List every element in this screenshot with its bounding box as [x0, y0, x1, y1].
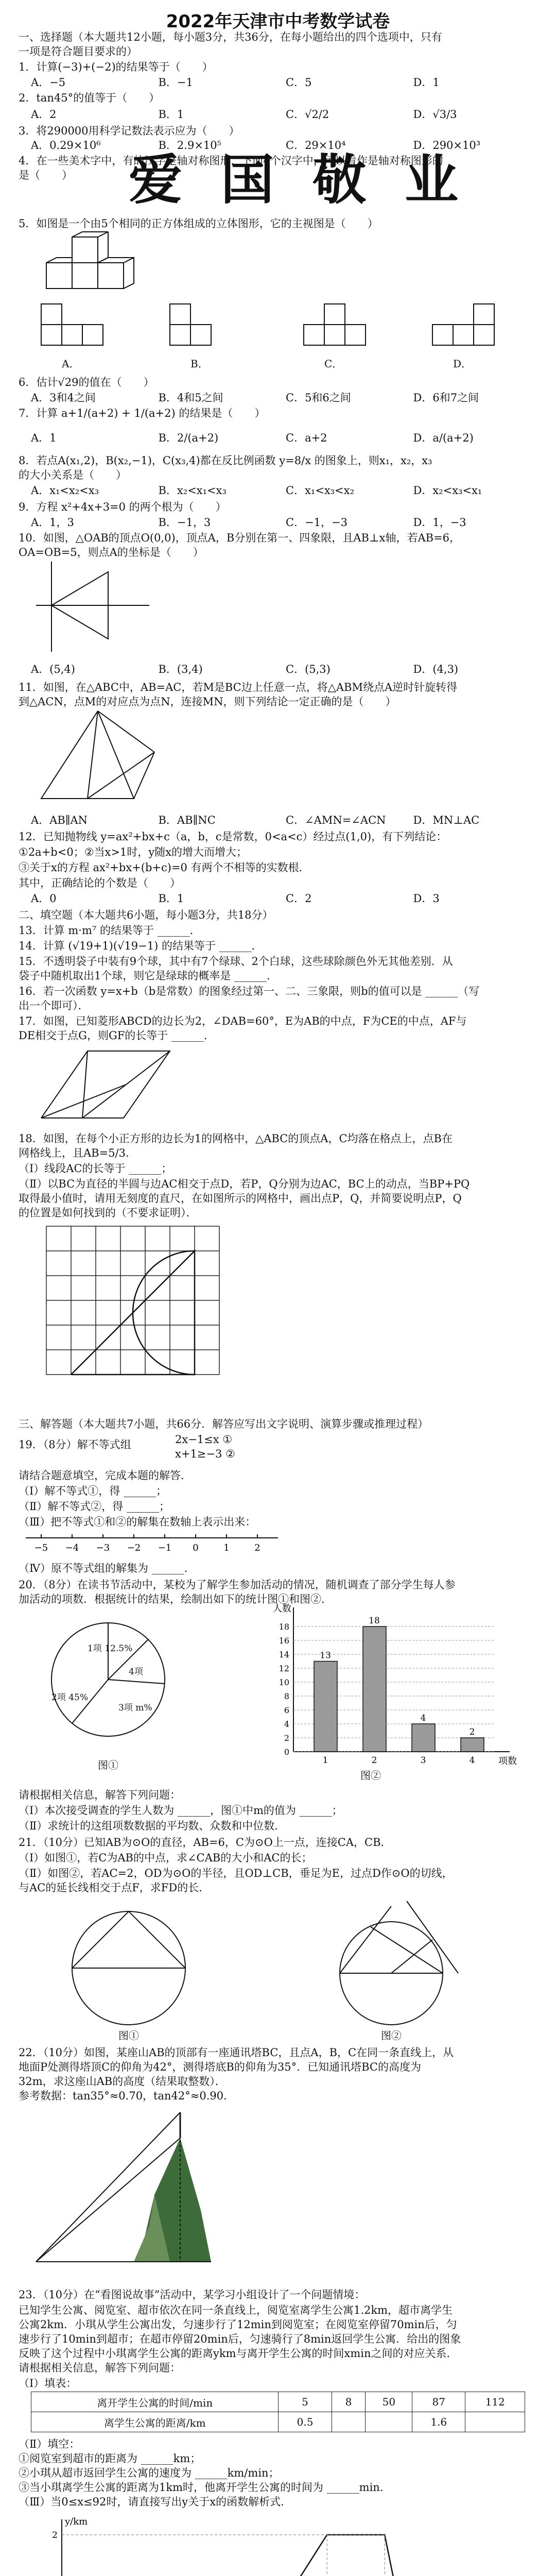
text-line: 22．（10分）如图，某座山AB的顶部有一座通讯塔BC，且点A，B，C在同一条直线上，从: [19, 2046, 454, 2059]
text-line: 16．若一次函数 y=x+b（b是常数）的图象经过第一、二、三象限，则b的值可以是 ______（写: [19, 985, 480, 997]
y-tick-label: 2: [52, 2530, 58, 2540]
text-line: 到△ACN，点M的对应点为点N，连接MN，则下列结论一定正确的是（ ）: [19, 696, 396, 708]
text-line: 网格线上，且AB=5/3．: [19, 1147, 136, 1159]
text-line: （Ⅰ）如图①，若C为AB的中点，求∠CAB的大小和AC的长；: [19, 1852, 312, 1864]
option-row: [31, 431, 541, 445]
text-line: （Ⅱ）解不等式②，得 ______；: [19, 1500, 170, 1513]
text-line: 15．不透明袋子中装有9个球，其中有7个绿球、2个白球，这些球除颜色外无其他差别．从: [19, 955, 453, 968]
option-item: A．3和4之间: [31, 392, 96, 404]
text-line: 一、选择题（本大题共12小题，每小题3分，共36分，在每小题给出的四个选项中，只有: [19, 31, 442, 43]
text-line: 已知学生公寓、阅览室、超市依次在同一条直线上，阅览室离学生公寓1.2km，超市离学生: [19, 2304, 453, 2316]
bar-value-label: 2: [469, 1727, 475, 1737]
text-line: （Ⅰ）解不等式①，得 ______；: [19, 1485, 167, 1497]
banner-char: 业: [404, 148, 458, 211]
circle-figure-1: [31, 1896, 227, 2030]
option-item: B．1: [158, 892, 184, 905]
table-cell: 112: [465, 2392, 525, 2412]
table-cell: 0.5: [279, 2412, 332, 2432]
number-line-label: 0: [193, 1543, 199, 1553]
bar-value-label: 18: [369, 1616, 380, 1626]
option-row: [31, 483, 541, 498]
option-row: [31, 391, 541, 405]
text-line: 32m，求这座山AB的高度（结果取整数）．: [19, 2075, 226, 2088]
text-line: （Ⅳ）原不等式组的解集为 ______．: [19, 1562, 195, 1574]
option-item: B．1: [158, 108, 184, 121]
option-item: A．−5: [31, 76, 66, 89]
text-line: 13．计算 m·m⁷ 的结果等于 ______．: [19, 924, 201, 937]
bar-value-label: 4: [420, 1713, 426, 1723]
text-line: 7．计算 a+1/(a+2) + 1/(a+2) 的结果是（ ）: [19, 407, 266, 419]
text-line: （Ⅰ）线段AC的长等于 ______；: [19, 1162, 172, 1175]
text-line: （Ⅱ）以BC为直径的半圆与边AC相交于点D，若P，Q分别为边AC，BC上的动点，当BP+PQ: [19, 1178, 470, 1190]
bar: [412, 1724, 435, 1752]
y-tick-label: 2: [284, 1733, 289, 1743]
text-line: 公寓2km．小琪从学生公寓出发，匀速步行了12min到阅览室；在阅览室停留70min后，匀: [19, 2318, 457, 2331]
x-tick-label: 1: [322, 1755, 328, 1766]
text-line: 18．如图，在每个小正方形的边长为1的网格中，△ABC的顶点A，C均落在格点上，点B在: [19, 1132, 453, 1145]
option-item: C．√2/2: [286, 108, 329, 121]
option-item: D．6和7之间: [413, 392, 479, 404]
distance-line: [62, 2535, 408, 2576]
fig1-caption: 图①: [98, 1759, 118, 1771]
text-line: 请根据相关信息，解答下列问题：: [19, 2362, 181, 2374]
y-tick-label: 8: [284, 1691, 289, 1701]
text-line: ①2a+b<0；②当x>1时，y随x的增大而增大；: [19, 846, 248, 858]
y-axis-label: 人数: [273, 1603, 291, 1614]
number-line: [21, 1530, 288, 1556]
text-line: 17．如图，已知菱形ABCD的边长为2，∠DAB=60°，E为AB的中点，F为CE的中点，AF与: [19, 1015, 467, 1027]
option-item: B．(3,4): [158, 663, 203, 675]
text-line: 的位置是如何找到的（不要求证明）．: [19, 1207, 197, 1219]
bar-chart: [268, 1602, 525, 1767]
option-item: B．2/(a+2): [158, 432, 219, 444]
option-item: C．a+2: [286, 432, 327, 444]
text-line: 12．已知抛物线 y=ax²+bx+c（a，b，c是常数，0<a<c）经过点(1,0)，有下列结论：: [19, 831, 447, 843]
number-line-label: 1: [223, 1543, 230, 1553]
pie-label-2: 2项 45%: [51, 1692, 89, 1703]
option-item: A．AB∥AN: [31, 814, 88, 826]
distance-time-graph: [31, 2514, 453, 2576]
text-line: 加活动的项数．根据统计的结果，绘制出如下的统计图①和图②．: [19, 1593, 332, 1605]
view-option-d: [427, 289, 499, 361]
option-item: C．∠AMN=∠ACN: [286, 814, 386, 826]
option-item: A．1: [31, 432, 57, 444]
option-item: C．29×10⁴: [286, 139, 346, 151]
option-item: C．5: [286, 76, 312, 89]
mountain-figure: [26, 2107, 335, 2277]
x-tick-label: 2: [371, 1755, 377, 1766]
option-item: A．0.29×10⁶: [31, 139, 101, 151]
distance-table: [31, 2392, 525, 2432]
table-cell: 1.6: [412, 2412, 465, 2432]
text-line: 10．如图，△OAB的顶点O(0,0)，顶点A，B分别在第一、四象限，且AB⊥x轴，若AB=6，: [19, 532, 461, 544]
rotation-figure: [31, 706, 165, 809]
number-line-label: −2: [127, 1543, 141, 1553]
table-cell: 87: [412, 2392, 465, 2412]
text-line: 3．将290000用科学记数法表示应为（ ）: [19, 125, 240, 137]
text-line: 地面P处测得塔顶C的仰角为42°，测得塔底B的仰角为35°．已知通讯塔BC的高度为: [19, 2061, 421, 2073]
x-tick-label: 4: [469, 1755, 475, 1766]
text-line: 11．如图，在△ABC中，AB=AC，若M是BC边上任意一点，将△ABM绕点A逆时针旋转得: [19, 681, 458, 693]
text-line: 的大小关系是（ ）: [19, 469, 127, 481]
option-item: C．−1，−3: [286, 516, 348, 529]
text-line: 21．（10分）已知AB为⊙O的直径，AB=6，C为⊙O上一点，连接CA，CB．: [19, 1836, 392, 1849]
option-row: [31, 107, 541, 122]
bar: [363, 1626, 386, 1752]
text-line: 是（ ）: [19, 169, 73, 181]
circle-fig1-caption: 图①: [118, 2029, 139, 2042]
text-line: （Ⅲ）把不等式①和②的解集在数轴上表示出来：: [19, 1516, 256, 1528]
triangle-oab-figure: [31, 556, 154, 654]
option-item: C．5和6之间: [286, 392, 351, 404]
pie-label-4: 4项: [129, 1667, 143, 1677]
text-line: 袋子中随机取出1个球，则它是绿球的概率是 ______．: [19, 970, 278, 982]
bar: [461, 1738, 484, 1752]
text-line: （Ⅰ）填表：: [19, 2377, 77, 2389]
table-cell: 离开学生公寓的时间/min: [31, 2392, 279, 2412]
table-cell: 5: [279, 2392, 332, 2412]
option-item: A．0: [31, 892, 57, 905]
text-line: （Ⅲ）当0≤x≤92时，请直接写出y关于x的函数解析式．: [19, 2496, 292, 2508]
text-line: DE相交于点G，则GF的长等于 ______．: [19, 1029, 215, 1042]
y-tick-label: 12: [279, 1664, 289, 1673]
number-line-label: −5: [34, 1543, 48, 1553]
option-item: B．4和5之间: [158, 392, 223, 404]
option-item: D．x₂<x₃<x₁: [413, 484, 482, 497]
banner-char: 敬: [312, 148, 367, 211]
option-item: C．2: [286, 892, 312, 905]
table-cell: [465, 2412, 525, 2432]
y-tick-label: 4: [284, 1719, 289, 1729]
option-label-b: B．: [190, 358, 208, 370]
y-tick-label: 18: [279, 1622, 289, 1632]
text-line: 参考数据：tan35°≈0.70，tan42°≈0.90．: [19, 2090, 235, 2102]
option-row: [31, 662, 541, 676]
pie-chart: [36, 1613, 190, 1747]
text-line: 反映了这个过程中小琪离学生公寓的距离ykm与离开学生公寓的时间xmin之间的对应关系．: [19, 2347, 458, 2360]
option-item: B．−1，3: [158, 516, 211, 529]
option-item: D．(4,3): [413, 663, 459, 675]
table-cell: 50: [366, 2392, 412, 2412]
option-item: A．(5,4): [31, 663, 75, 675]
text-line: 8．若点A(x₁,2)，B(x₂,−1)，C(x₃,4)都在反比例函数 y=8/x 的图象上，则x₁，x₂，x₃: [19, 454, 432, 467]
view-option-c: [299, 289, 371, 361]
option-item: A．1，3: [31, 516, 74, 529]
text-line: （Ⅱ）填空：: [19, 2438, 80, 2450]
option-item: D．1: [413, 76, 440, 89]
option-item: B．−1: [158, 76, 193, 89]
option-item: C．x₁<x₃<x₂: [286, 484, 355, 497]
text-line: 出一个即可）．: [19, 999, 89, 1012]
page-title: 2022年天津市中考数学试卷: [166, 11, 390, 32]
inequality-2: x+1≥−3 ②: [175, 1448, 235, 1460]
number-line-label: −1: [158, 1543, 172, 1553]
text-line: 19．（8分）解不等式组: [19, 1438, 131, 1451]
bar: [314, 1662, 337, 1752]
banner-char: 爱: [129, 148, 183, 211]
text-line: ②小琪从超市返回学生公寓的速度为 ______km/min；: [19, 2467, 280, 2479]
text-line: 5．如图是一个由5个相同的正方体组成的立体图形，它的主视图是（ ）: [19, 217, 378, 230]
circle-fig2-caption: 图②: [381, 2029, 402, 2042]
option-item: B．2.9×10⁵: [158, 139, 222, 151]
text-line: 6．估计√29的值在（ ）: [19, 376, 154, 388]
text-line: 23．（10分）在“看图说故事”活动中，某学习小组设计了一个问题情境：: [19, 2289, 366, 2301]
text-line: （Ⅱ）求统计的这组项数数据的平均数、众数和中位数．: [19, 1820, 286, 1832]
text-line: 速步行了10min到超市；在超市停留20min后，匀速骑行了8min返回学生公寓．给出的图象: [19, 2333, 461, 2345]
option-item: D．a/(a+2): [413, 432, 474, 444]
number-line-label: −3: [96, 1543, 110, 1553]
text-line: 1．计算(−3)+(−2)的结果等于（ ）: [19, 61, 213, 73]
text-line: OA=OB=5，则点A的坐标是（ ）: [19, 546, 204, 558]
option-row: [31, 515, 541, 530]
y-tick-label: 16: [279, 1636, 289, 1646]
text-line: 请结合题意填空，完成本题的解答．: [19, 1469, 192, 1482]
text-line: （Ⅱ）如图②，若AC=2，OD为⊙O的半径，且OD⊥CB，垂足为E，过点D作⊙O的切线，: [19, 1867, 453, 1879]
bar-value-label: 13: [320, 1650, 331, 1661]
option-label-d: D．: [453, 358, 472, 370]
text-line: ③当小琪离学生公寓的距离为1km时，他离开学生公寓的时间为 ______min．: [19, 2481, 391, 2494]
text-line: 请根据相关信息，解答下列问题：: [19, 1789, 181, 1801]
option-item: D．√3/3: [413, 108, 457, 121]
y-axis-label: y/km: [65, 2516, 88, 2527]
option-label-c: C．: [324, 358, 343, 370]
number-line-label: 2: [254, 1543, 260, 1553]
option-item: A．2: [31, 108, 57, 121]
fig2-caption: 图②: [360, 1769, 381, 1782]
option-label-a: A．: [62, 358, 80, 370]
option-item: C．(5,3): [286, 663, 331, 675]
view-option-b: [165, 289, 237, 361]
text-line: 二、填空题（本大题共6小题，每小题3分，共18分）: [19, 909, 273, 921]
option-item: D．3: [413, 892, 440, 905]
table-cell: 离学生公寓的距离/km: [31, 2412, 279, 2432]
option-item: D．290×10³: [413, 139, 481, 151]
option-item: B．AB∥NC: [158, 814, 216, 826]
table-cell: 8: [332, 2392, 366, 2412]
option-row: [31, 813, 541, 827]
y-tick-label: 14: [279, 1650, 289, 1659]
x-tick-label: 3: [420, 1755, 426, 1766]
table-cell: [366, 2412, 412, 2432]
text-line: 其中，正确结论的个数是（ ）: [19, 877, 181, 889]
inequality-system: [175, 1432, 556, 1461]
option-item: A．x₁<x₂<x₃: [31, 484, 99, 497]
table-cell: [332, 2412, 366, 2432]
text-line: 14．计算 (√19+1)(√19−1) 的结果等于 ______．: [19, 940, 263, 952]
pie-label-3: 3项 m%: [118, 1703, 152, 1713]
inequality-1: 2x−1≤x ①: [175, 1433, 233, 1446]
view-option-a: [36, 289, 108, 361]
pie-label-1: 1项 12.5%: [88, 1643, 133, 1654]
banner-characters: [129, 147, 458, 211]
text-line: ①阅览室到超市的距离为 ______km；: [19, 2452, 201, 2465]
grid-figure: [41, 1221, 227, 1391]
text-line: 取得最小值时，请用无刻度的直尺，在如图所示的网格中，画出点P，Q，并简要说明点P，Q: [19, 1192, 462, 1205]
banner-char: 国: [220, 148, 274, 211]
y-tick-label: 10: [279, 1677, 289, 1687]
number-line-label: −4: [65, 1543, 79, 1553]
semicircle: [133, 1251, 195, 1375]
y-tick-label: 0: [284, 1747, 289, 1757]
text-line: 20．（8分）在读书节活动中，某校为了解学生参加活动的情况，随机调查了部分学生每人参: [19, 1579, 456, 1591]
text-line: 2．tan45°的值等于（ ）: [19, 92, 160, 104]
option-item: B．x₂<x₁<x₃: [158, 484, 227, 497]
text-line: 一项是符合题目要求的）: [19, 45, 137, 58]
rhombus-figure: [31, 1041, 185, 1123]
text-line: ③关于x的方程 ax²+bx+(b+c)=0 有两个不相等的实数根．: [19, 861, 310, 874]
text-line: 9．方程 x²+4x+3=0 的两个根为（ ）: [19, 501, 227, 513]
text-line: 4．在一些美术字中，有的汉字是轴对称图形．下面4个汉字中，可以看作是轴对称图形的: [19, 155, 443, 167]
text-line: （Ⅰ）本次接受调查的学生人数为 ______，图①中m的值为 ______；: [19, 1804, 343, 1817]
x-axis-label: 项数: [498, 1756, 517, 1767]
circle-figure-2: [288, 1896, 505, 2030]
option-item: D．1，−3: [413, 516, 466, 529]
option-row: [31, 75, 541, 90]
y-tick-label: 6: [284, 1705, 289, 1715]
text-line: 三、解答题（本大题共7小题，共66分．解答应写出文字说明、演算步骤或推理过程）: [19, 1418, 429, 1430]
option-item: D．MN⊥AC: [413, 814, 480, 826]
text-line: 与AC的延长线相交于点F，求FD的长．: [19, 1882, 210, 1894]
option-row: [31, 891, 541, 906]
